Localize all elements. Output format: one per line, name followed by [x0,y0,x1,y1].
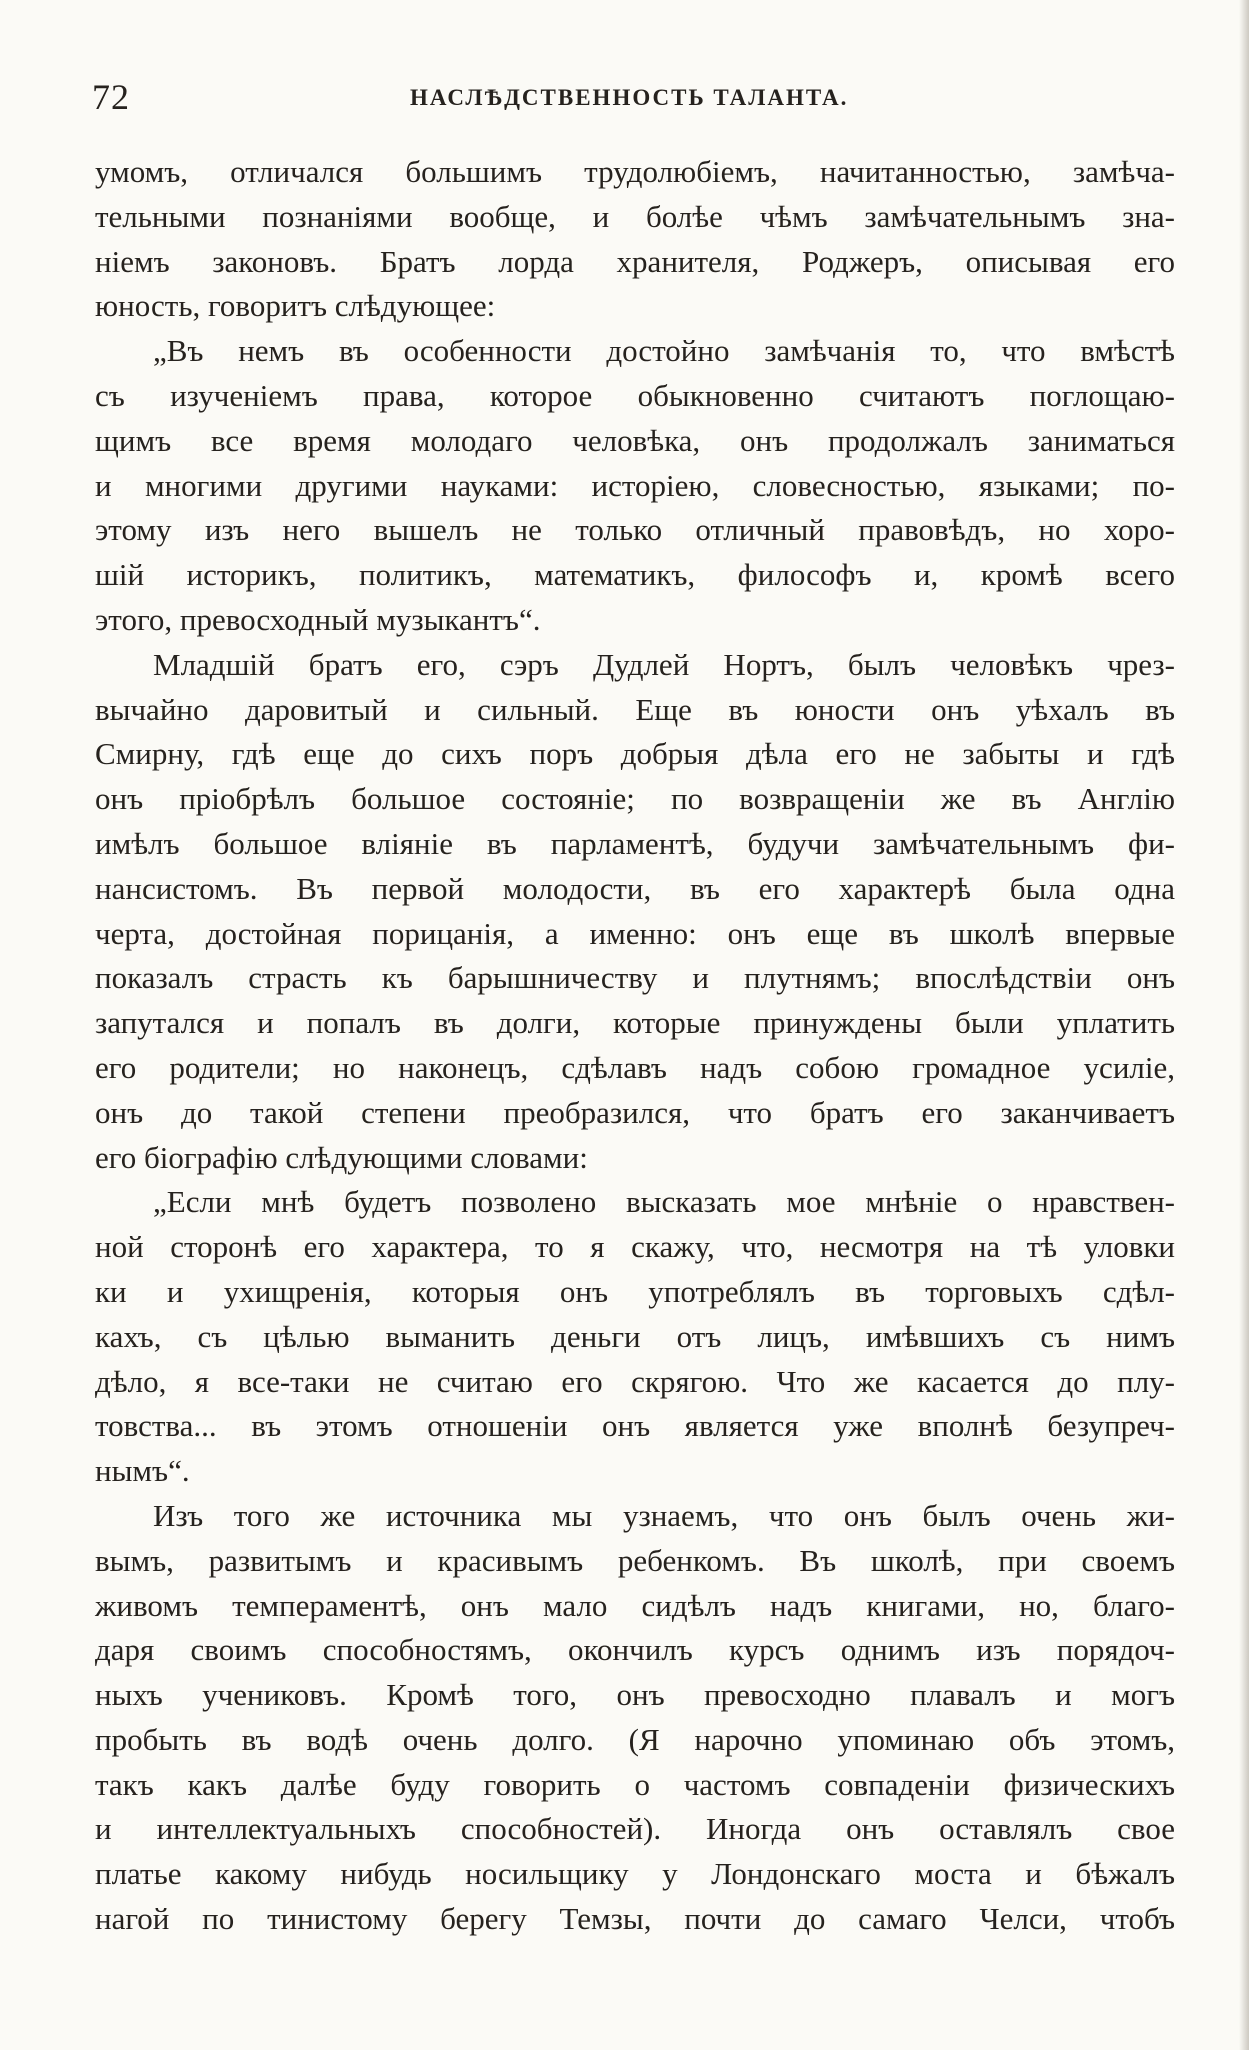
text-line: ніемъ законовъ. Братъ лорда хранителя, Роджеръ, описывая его [95,243,1175,279]
body-text [95,150,1175,1942]
text-line: живомъ темпераментѣ, онъ мало сидѣлъ надъ книгами, но, благо- [95,1587,1175,1623]
text-line: показалъ страсть къ барышничеству и плутнямъ; впослѣдствіи онъ [95,960,1175,996]
text-line: его біографію слѣдующими словами: [95,1139,588,1175]
text-line: нагой по тинистому берегу Темзы, почти до самаго Челси, чтобъ [95,1901,1175,1937]
text-line: нансистомъ. Въ первой молодости, въ его характерѣ была одна [95,870,1175,906]
text-line: онъ пріобрѣлъ большое состояніе; по возвращеніи же въ Англію [95,781,1175,817]
text-line: даря своимъ способностямъ, окончилъ курсъ однимъ изъ порядоч- [95,1632,1175,1668]
text-line: „Въ немъ въ особенности достойно замѣчанія то, что вмѣстѣ [153,333,1175,369]
text-line: ной сторонѣ его характера, то я скажу, что, несмотря на тѣ уловки [95,1229,1175,1265]
text-line: Смирну, гдѣ еще до сихъ поръ добрыя дѣла его не забыты и гдѣ [95,736,1175,772]
paragraph [95,329,1175,643]
text-line: вычайно даровитый и сильный. Еще въ юности онъ уѣхалъ въ [95,691,1175,727]
text-line: тельными познаніями вообще, и болѣе чѣмъ замѣчательнымъ зна- [95,198,1175,234]
text-line: и интеллектуальныхъ способностей). Иногда онъ оставлялъ свое [95,1811,1175,1847]
text-line: этого, превосходный музыкантъ“. [95,601,541,637]
text-line: „Если мнѣ будетъ позволено высказать мое мнѣніе о нравствен- [153,1184,1175,1220]
text-line: имѣлъ большое вліяніе въ парламентѣ, будучи замѣчательнымъ фи- [95,825,1175,861]
text-line: платье какому нибудь носильщику у Лондонскаго моста и бѣжалъ [95,1856,1175,1892]
text-line: съ изученіемъ права, которое обыкновенно считаютъ поглощаю- [95,377,1175,413]
text-line: товства... въ этомъ отношеніи онъ является уже вполнѣ безупреч- [95,1408,1175,1444]
text-line: нымъ“. [95,1453,190,1489]
text-line: этому изъ него вышелъ не только отличный правовѣдъ, но хоро- [95,512,1175,548]
text-line: его родители; но наконецъ, сдѣлавъ надъ собою громадное усиліе, [95,1049,1175,1085]
text-line: черта, достойная порицанія, а именно: онъ еще въ школѣ впервые [95,915,1175,951]
text-line: ки и ухищренія, которыя онъ употреблялъ въ торговыхъ сдѣл- [95,1273,1175,1309]
text-line: юность, говоритъ слѣдующее: [95,288,496,324]
paragraph [95,1494,1175,1942]
text-line: вымъ, развитымъ и красивымъ ребенкомъ. Въ школѣ, при своемъ [95,1542,1175,1578]
text-line: Младшій братъ его, сэръ Дудлей Нортъ, былъ человѣкъ чрез- [153,646,1175,682]
text-line: дѣло, я все-таки не считаю его скрягою. Что же касается до плу- [95,1363,1175,1399]
text-line: ныхъ учениковъ. Кромѣ того, онъ превосходно плавалъ и могъ [95,1677,1175,1713]
page-header [92,72,1172,122]
text-line: пробыть въ водѣ очень долго. (Я нарочно упоминаю объ этомъ, [95,1721,1175,1757]
text-line: Изъ того же источника мы узнаемъ, что онъ былъ очень жи- [153,1497,1175,1533]
text-line: и многими другими науками: исторіею, словесностью, языками; по- [95,467,1175,503]
running-head: НАСЛѢДСТВЕННОСТЬ ТАЛАНТА. [410,85,849,110]
text-line: умомъ, отличался большимъ трудолюбіемъ, начитанностью, замѣча- [95,154,1175,189]
text-line: шій историкъ, политикъ, математикъ, философъ и, кромѣ всего [95,557,1175,593]
text-line: щимъ все время молодаго человѣка, онъ продолжалъ заниматься [95,422,1175,458]
text-line: запутался и попалъ въ долги, которые принуждены были уплатить [95,1005,1175,1041]
paragraph [95,150,1175,329]
text-line: кахъ, съ цѣлью выманить деньги отъ лицъ, имѣвшихъ съ нимъ [95,1318,1175,1354]
page-edge-shadow [1239,0,1249,2050]
page-number: 72 [92,77,130,117]
paragraph [95,643,1175,1181]
text-line: онъ до такой степени преобразился, что братъ его заканчиваетъ [95,1094,1175,1130]
paragraph [95,1180,1175,1494]
text-line: такъ какъ далѣе буду говорить о частомъ совпаденіи физическихъ [95,1766,1175,1802]
